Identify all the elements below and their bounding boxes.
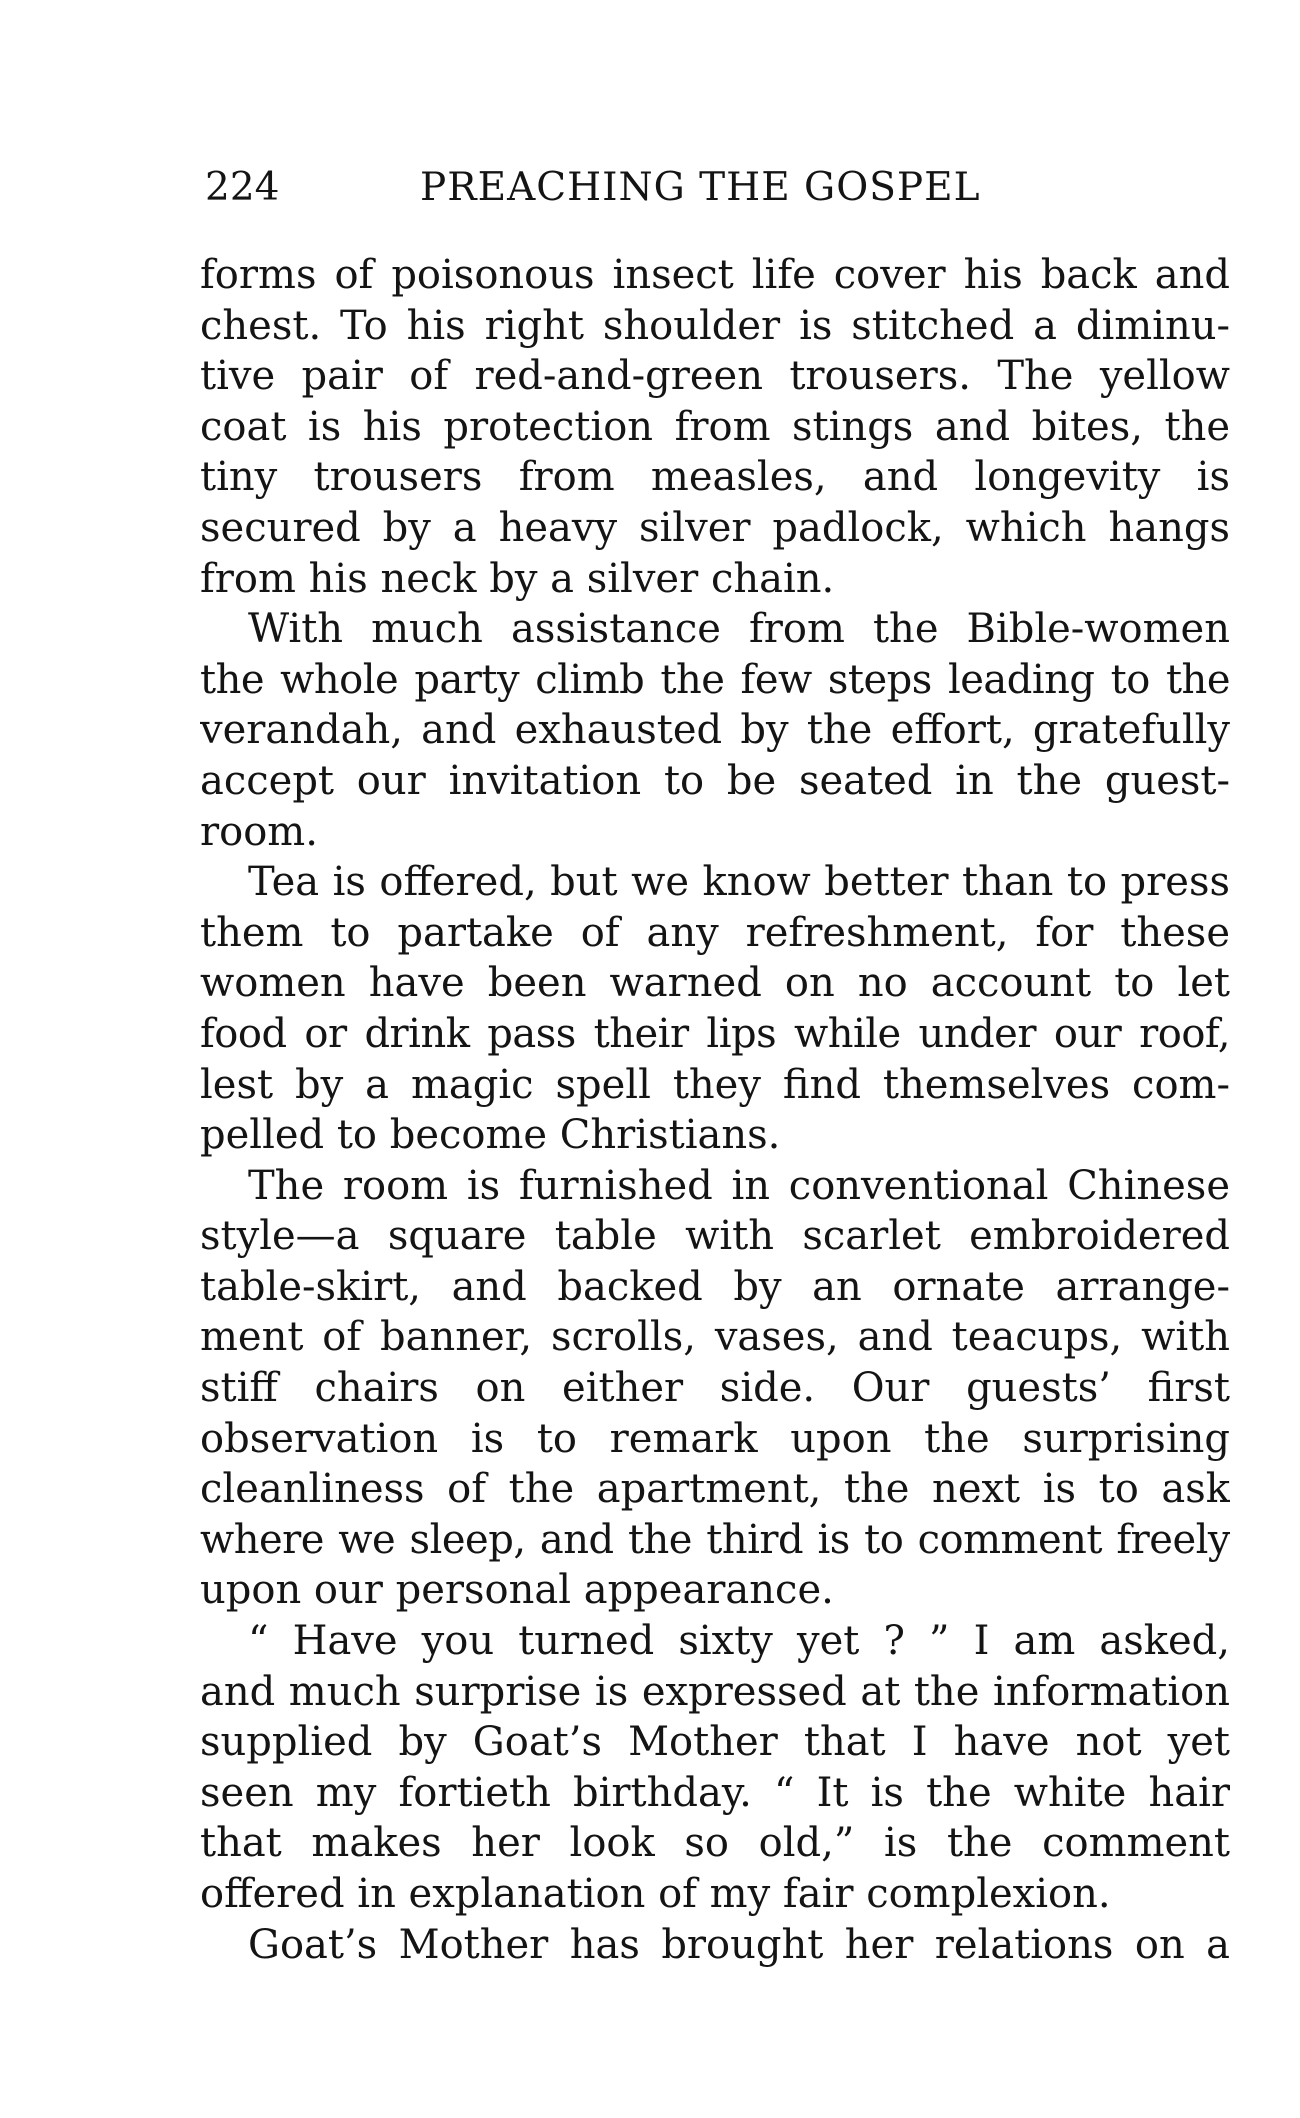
text-line: room. (200, 808, 318, 855)
text-line: supplied by Goat’s Mother that I have not yet (200, 1719, 1230, 1766)
text-line: secured by a heavy silver padlock, which hangs (200, 504, 1230, 551)
text-line: observation is to remark upon the surprising (200, 1415, 1230, 1462)
paragraph-first-line: With much assistance from the Bible-women (248, 606, 1230, 653)
paragraph-first-line: “ Have you turned sixty yet ? ” I am asked, (248, 1618, 1230, 1665)
text-line: lest by a magic spell they find themselves com- (200, 1061, 1230, 1108)
text-line: the whole party climb the few steps leading to the (200, 656, 1230, 703)
text-line: verandah, and exhausted by the effort, gratefully (200, 707, 1230, 754)
text-line: and much surprise is expressed at the information (200, 1668, 1230, 1715)
page-header (205, 158, 1235, 218)
paragraph-first-line: Tea is offered, but we know better than to press (248, 859, 1230, 906)
text-line: food or drink pass their lips while under our roof, (200, 1010, 1230, 1057)
text-line: where we sleep, and the third is to comment freely (200, 1516, 1230, 1563)
text-line: women have been warned on no account to let (200, 960, 1230, 1007)
text-line: style—a square table with scarlet embroidered (200, 1213, 1230, 1260)
running-title: PREACHING THE GOSPEL (420, 165, 981, 210)
body-text (200, 250, 1230, 1970)
paragraph-first-line: The room is furnished in conventional Chinese (248, 1162, 1230, 1209)
text-line: tive pair of red-and-green trousers. The yellow (200, 353, 1230, 400)
text-line: them to partake of any refreshment, for these (200, 909, 1230, 956)
text-line: accept our invitation to be seated in the guest- (200, 757, 1230, 804)
text-line: stiff chairs on either side. Our guests’ first (200, 1365, 1230, 1412)
text-line: upon our personal appearance. (200, 1567, 834, 1614)
text-line: tiny trousers from measles, and longevity is (200, 454, 1230, 501)
text-line: pelled to become Christians. (200, 1112, 781, 1159)
text-line: coat is his protection from stings and bites, the (200, 403, 1230, 450)
text-line: cleanliness of the apartment, the next is to ask (200, 1466, 1230, 1513)
text-line: seen my fortieth birthday. “ It is the white hair (200, 1769, 1230, 1816)
text-line: ment of banner, scrolls, vases, and teacups, with (200, 1314, 1230, 1361)
page-number: 224 (205, 165, 280, 210)
text-line: that makes her look so old,” is the comment (200, 1820, 1230, 1867)
text-line: offered in explanation of my fair complexion. (200, 1871, 1111, 1917)
paragraph-first-line: Goat’s Mother has brought her relations on a (248, 1921, 1230, 1968)
text-line: forms of poisonous insect life cover his back and (200, 252, 1230, 298)
text-line: from his neck by a silver chain. (200, 555, 835, 602)
text-line: table-skirt, and backed by an ornate arrange- (200, 1263, 1230, 1310)
text-line: chest. To his right shoulder is stitched a diminu- (200, 302, 1230, 349)
